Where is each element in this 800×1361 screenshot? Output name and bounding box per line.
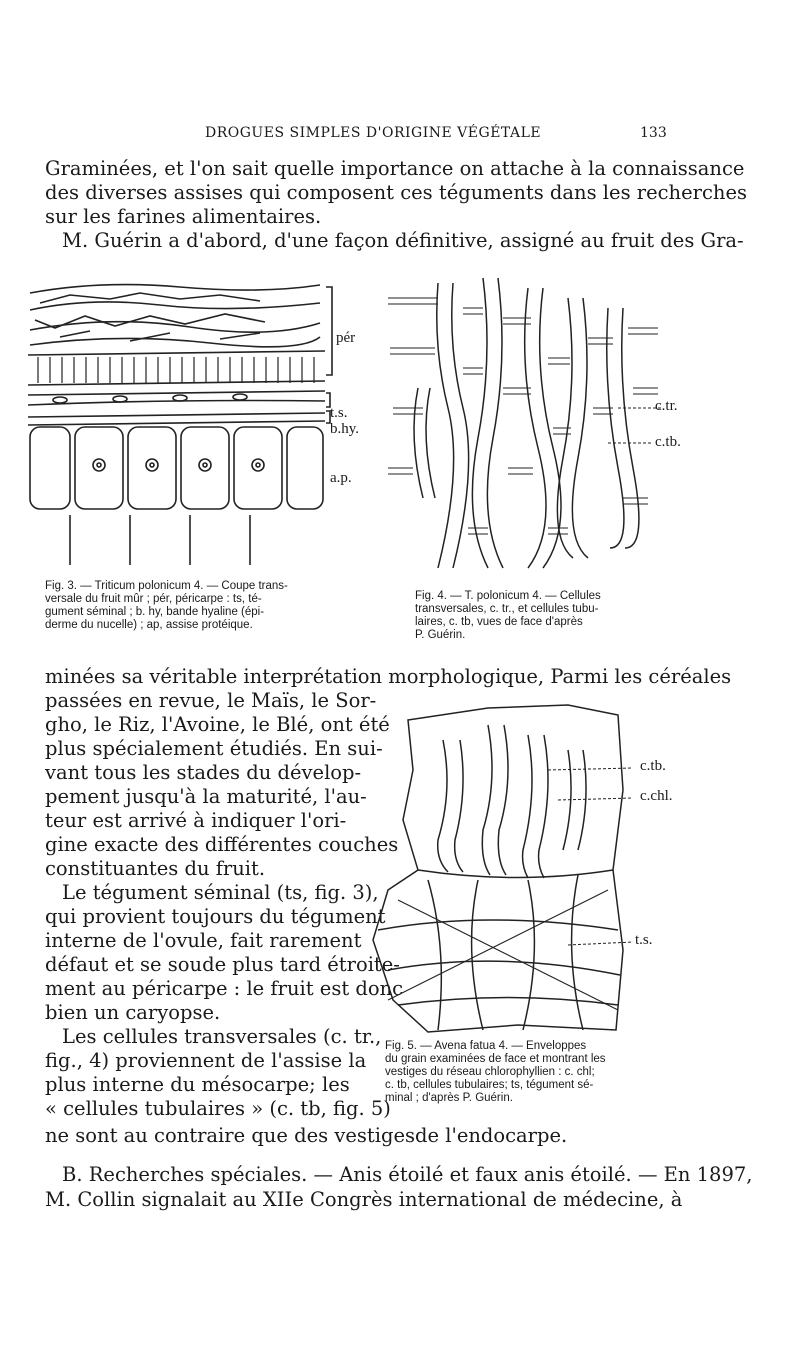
- paragraph-middle-line: interne de l'ovule, fait rarement: [45, 929, 362, 952]
- fig3-label-ap: a.p.: [330, 470, 352, 486]
- page-number: 133: [640, 125, 667, 141]
- paragraph-middle-line: ment au péricarpe : le fruit est donc: [45, 977, 404, 1000]
- figure-5-illustration: [368, 700, 638, 1035]
- section-b-line: M. Collin signalait au XIIe Congrès international de médecine, à: [45, 1188, 683, 1211]
- running-title: DROGUES SIMPLES D'ORIGINE VÉGÉTALE: [205, 125, 542, 141]
- paragraph-middle-line: fig., 4) proviennent de l'assise la: [45, 1049, 367, 1072]
- figure-3-illustration: [20, 275, 340, 575]
- paragraph-middle-line: pement jusqu'à la maturité, l'au-: [45, 785, 367, 808]
- paragraph-top-line: Graminées, et l'on sait quelle importance on attache à la connaissance: [45, 157, 745, 180]
- fig4-caption-line: Fig. 4. — T. polonicum 4. — Cellules: [415, 590, 601, 602]
- paragraph-middle-line: Le tégument séminal (ts, fig. 3),: [62, 881, 379, 904]
- fig3-caption-line: gument séminal ; b. hy, bande hyaline (épi-: [45, 606, 265, 618]
- paragraph-middle-line: teur est arrivé à indiquer l'ori-: [45, 809, 347, 832]
- fig3-label-bhy: b.hy.: [330, 421, 360, 437]
- paragraph-top-line: sur les farines alimentaires.: [45, 205, 322, 228]
- fig5-label-ts: t.s.: [635, 932, 653, 948]
- fig4-label-ctb: c.tb.: [655, 434, 681, 450]
- fig3-caption-line: Fig. 3. — Triticum polonicum 4. — Coupe trans-: [45, 580, 288, 592]
- paragraph-middle-line: « cellules tubulaires » (c. tb, fig. 5): [45, 1097, 391, 1120]
- fig4-caption-line: laires, c. tb, vues de face d'après: [415, 616, 583, 628]
- section-b-line: B. Recherches spéciales. — Anis étoilé et faux anis étoilé. — En 1897,: [62, 1163, 753, 1186]
- paragraph-top-line: M. Guérin a d'abord, d'une façon définitive, assigné au fruit des Gra-: [62, 229, 744, 252]
- paragraph-middle-line: plus interne du mésocarpe; les: [45, 1073, 350, 1096]
- paragraph-middle-line: minées sa véritable interprétation morphologique, Parmi les céréales: [45, 665, 732, 688]
- paragraph-middle-line: plus spécialement étudiés. En sui-: [45, 737, 383, 760]
- fig3-caption-line: versale du fruit mûr ; pér, péricarpe : ts, té-: [45, 593, 262, 605]
- paragraph-middle-line: défaut et se soude plus tard étroite-: [45, 953, 400, 976]
- fig5-caption-line: Fig. 5. — Avena fatua 4. — Enveloppes: [385, 1040, 587, 1052]
- paragraph-middle-line: Les cellules transversales (c. tr.,: [62, 1025, 382, 1048]
- paragraph-middle-line: bien un caryopse.: [45, 1001, 221, 1024]
- fig5-caption-line: du grain examinées de face et montrant les: [385, 1053, 606, 1065]
- fig5-label-cchl: c.chl.: [640, 788, 673, 804]
- fig5-label-ctb: c.tb.: [640, 758, 666, 774]
- paragraph-middle-line: constituantes du fruit.: [45, 857, 266, 880]
- paragraph-middle-line: gine exacte des différentes couches: [45, 833, 399, 856]
- figure-4-illustration: [378, 268, 668, 578]
- paragraph-middle-line: passées en revue, le Maïs, le Sor-: [45, 689, 377, 712]
- fig4-label-ctr: c.tr.: [655, 398, 678, 414]
- fig5-caption-line: c. tb, cellules tubulaires; ts, tégument sé-: [385, 1079, 594, 1091]
- fig3-label-ts: t.s.: [330, 405, 348, 421]
- fig4-caption-line: transversales, c. tr., et cellules tubu-: [415, 603, 599, 615]
- paragraph-top-line: des diverses assises qui composent ces téguments dans les recherches: [45, 181, 747, 204]
- fig3-caption-line: derme du nucelle) ; ap, assise protéique.: [45, 619, 253, 631]
- fig3-label-per: pér: [336, 330, 356, 346]
- fig5-caption-line: minal ; d'après P. Guérin.: [385, 1092, 513, 1104]
- paragraph-middle-line: ne sont au contraire que des vestigesde l'endocarpe.: [45, 1124, 568, 1147]
- paragraph-middle-line: gho, le Riz, l'Avoine, le Blé, ont été: [45, 713, 390, 736]
- fig4-caption-line: P. Guérin.: [415, 629, 466, 641]
- paragraph-middle-line: qui provient toujours du tégument: [45, 905, 386, 928]
- paragraph-middle-line: vant tous les stades du dévelop-: [45, 761, 362, 784]
- fig5-caption-line: vestiges du réseau chlorophyllien : c. chl;: [385, 1066, 595, 1078]
